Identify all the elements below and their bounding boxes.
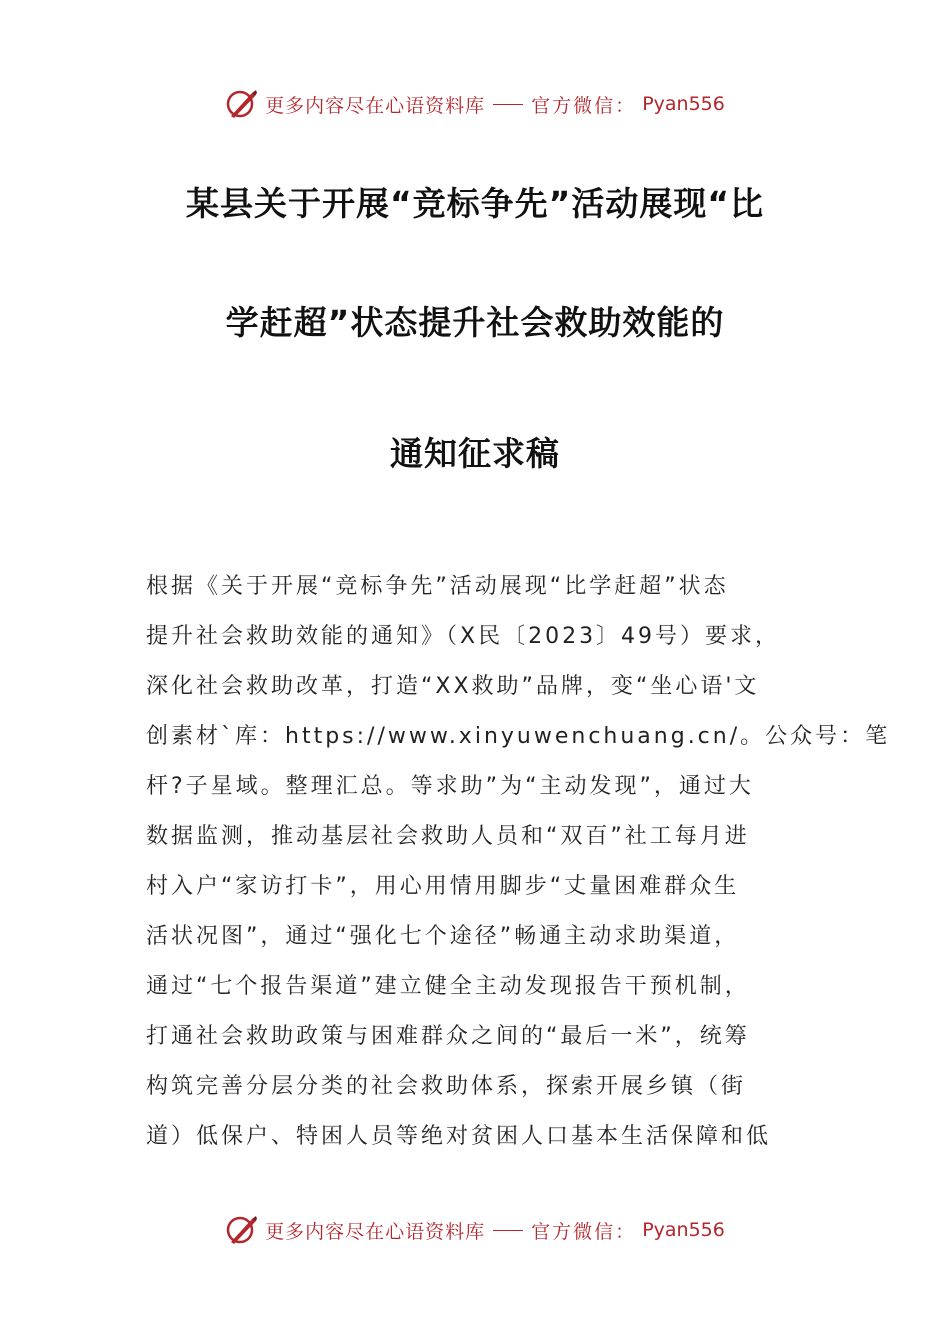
body-line: 数据监测，推动基层社会救助人员和“双百”社工每月进 [146, 824, 750, 849]
footer-banner [0, 1210, 950, 1250]
document-title-line-2: 学赶超”状态提升社会救助效能的 [225, 303, 725, 342]
banner-dash [493, 1230, 523, 1231]
banner-text: 更多内容尽在心语资料库 [265, 1220, 486, 1243]
pen-logo-icon [225, 1213, 259, 1247]
body-line: 根据《关于开展“竞标争先”活动展现“比学赶超”状态 [146, 574, 729, 599]
body-line: 构筑完善分层分类的社会救助体系，探索开展乡镇（街 [146, 1074, 747, 1099]
body-line: 深化社会救助改革，打造“XX救助”品牌，变“坐心语'文 [146, 674, 760, 699]
banner-text: 更多内容尽在心语资料库 [265, 94, 486, 117]
body-line: 创素材`库：https://www.xinyuwenchuang.cn/。公众号：笔 [146, 724, 891, 749]
body-line: 打通社会救助政策与困难群众之间的“最后一米”，统筹 [146, 1024, 750, 1049]
body-line: 杆?子星域。整理汇总。等求助”为“主动发现”，通过大 [146, 774, 754, 799]
header-banner [0, 84, 950, 124]
body-line: 提升社会救助效能的通知》（X民〔2023〕49号）要求， [146, 624, 781, 649]
banner-wechat-id: Pyan556 [642, 93, 725, 115]
body-line: 村入户“家访打卡”，用心用情用脚步“丈量困难群众生 [146, 874, 740, 899]
body-line: 道）低保户、特困人员等绝对贫困人口基本生活保障和低 [146, 1124, 772, 1149]
banner-wechat-id: Pyan556 [642, 1219, 725, 1241]
body-line: 活状况图”，通过“强化七个途径”畅通主动求助渠道， [146, 924, 740, 949]
banner-official-label: 官方微信： [531, 1220, 637, 1243]
banner-dash [493, 104, 523, 105]
document-title-line-3: 通知征求稿 [390, 434, 560, 473]
body-paragraph [146, 562, 891, 1162]
body-line: 通过“七个报告渠道”建立健全主动发现报告干预机制， [146, 974, 750, 999]
banner-official-label: 官方微信： [531, 94, 637, 117]
document-title-line-1: 某县关于开展“竞标争先”活动展现“比 [185, 184, 765, 223]
pen-logo-icon [225, 87, 259, 121]
